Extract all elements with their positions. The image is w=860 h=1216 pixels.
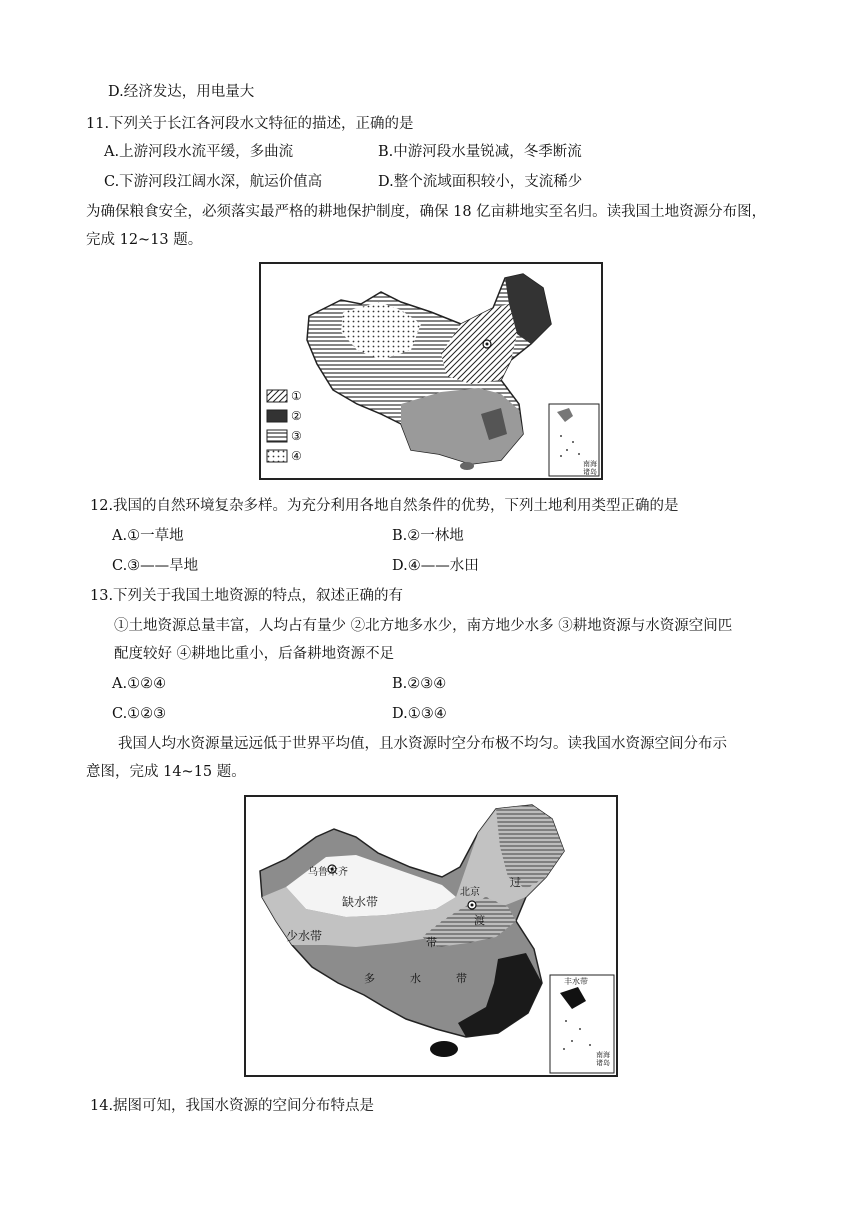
legend-label-4: ④	[291, 449, 302, 463]
legend-swatch-4	[267, 450, 287, 462]
q12-stem: 12.我国的自然环境复杂多样。为充分利用各地自然条件的优势，下列土地利用类型正确的是	[90, 498, 679, 514]
q13-option-d: D.①③④	[392, 706, 447, 722]
intro-14-15-line2: 意图，完成 14~15 题。	[86, 764, 246, 780]
q13-option-c: C.①②③	[112, 706, 167, 722]
q11-option-c: C.下游河段江阔水深，航运价值高	[104, 174, 323, 190]
legend-label-3: ③	[291, 429, 302, 443]
label-more-shui: 水	[410, 972, 421, 985]
legend-swatch-3	[267, 430, 287, 442]
label-transition-du: 渡	[474, 914, 485, 927]
q13-statements-line2: 配度较好 ④耕地比重小，后备耕地资源不足	[114, 646, 395, 662]
legend-label-1: ①	[291, 389, 302, 403]
water-resources-map	[244, 795, 618, 1077]
q11-option-a: A.上游河段水流平缓，多曲流	[104, 144, 294, 160]
label-transition-guo: 过	[510, 876, 521, 889]
legend-label-2: ②	[291, 409, 302, 423]
q12-option-a: A.①一草地	[112, 528, 184, 544]
legend-swatch-2	[267, 410, 287, 422]
intro-12-13-line1: 为确保粮食安全，必须落实最严格的耕地保护制度，确保 18 亿亩耕地实至名归。读我国土地资源分布图，	[86, 204, 767, 220]
label-less-zone: 少水带	[286, 929, 323, 943]
label-more-duo: 多	[364, 972, 375, 985]
q13-option-a: A.①②④	[112, 676, 167, 692]
q13-option-b: B.②③④	[392, 676, 447, 692]
q11-option-d: D.整个流域面积较小，支流稀少	[378, 174, 583, 190]
label-urumqi: 乌鲁木齐	[308, 867, 348, 878]
q12-option-c: C.③——旱地	[112, 558, 199, 574]
q13-statements-line1: ①土地资源总量丰富，人均占有量少 ②北方地多水少，南方地少水多 ③耕地资源与水资源空间匹	[114, 618, 733, 634]
q11-option-b: B.中游河段水量锐减，冬季断流	[378, 144, 582, 160]
q12-option-b: B.②一林地	[392, 528, 464, 544]
map1-inset-label: 南海诸岛	[583, 460, 597, 476]
label-transition-dai: 带	[426, 936, 437, 949]
q14-stem: 14.据图可知，我国水资源的空间分布特点是	[90, 1098, 375, 1114]
q10-option-d: D.经济发达，用电量大	[108, 84, 255, 100]
legend-swatch-1	[267, 390, 287, 402]
label-abundant-zone: 丰水带	[564, 977, 588, 986]
label-more-dai: 带	[456, 972, 467, 985]
intro-12-13-line2: 完成 12~13 题。	[86, 232, 203, 248]
intro-14-15-line1: 我国人均水资源量远远低于世界平均值，且水资源时空分布极不均匀。读我国水资源空间分布示	[118, 736, 727, 752]
label-lack-zone: 缺水带	[342, 895, 379, 909]
land-resources-map	[259, 262, 603, 480]
label-beijing: 北京	[460, 887, 480, 898]
q12-option-d: D.④——水田	[392, 558, 479, 574]
q11-stem: 11.下列关于长江各河段水文特征的描述，正确的是	[86, 116, 414, 132]
map2-inset-label: 南海诸岛	[596, 1051, 610, 1067]
q13-stem: 13.下列关于我国土地资源的特点，叙述正确的有	[90, 588, 404, 604]
